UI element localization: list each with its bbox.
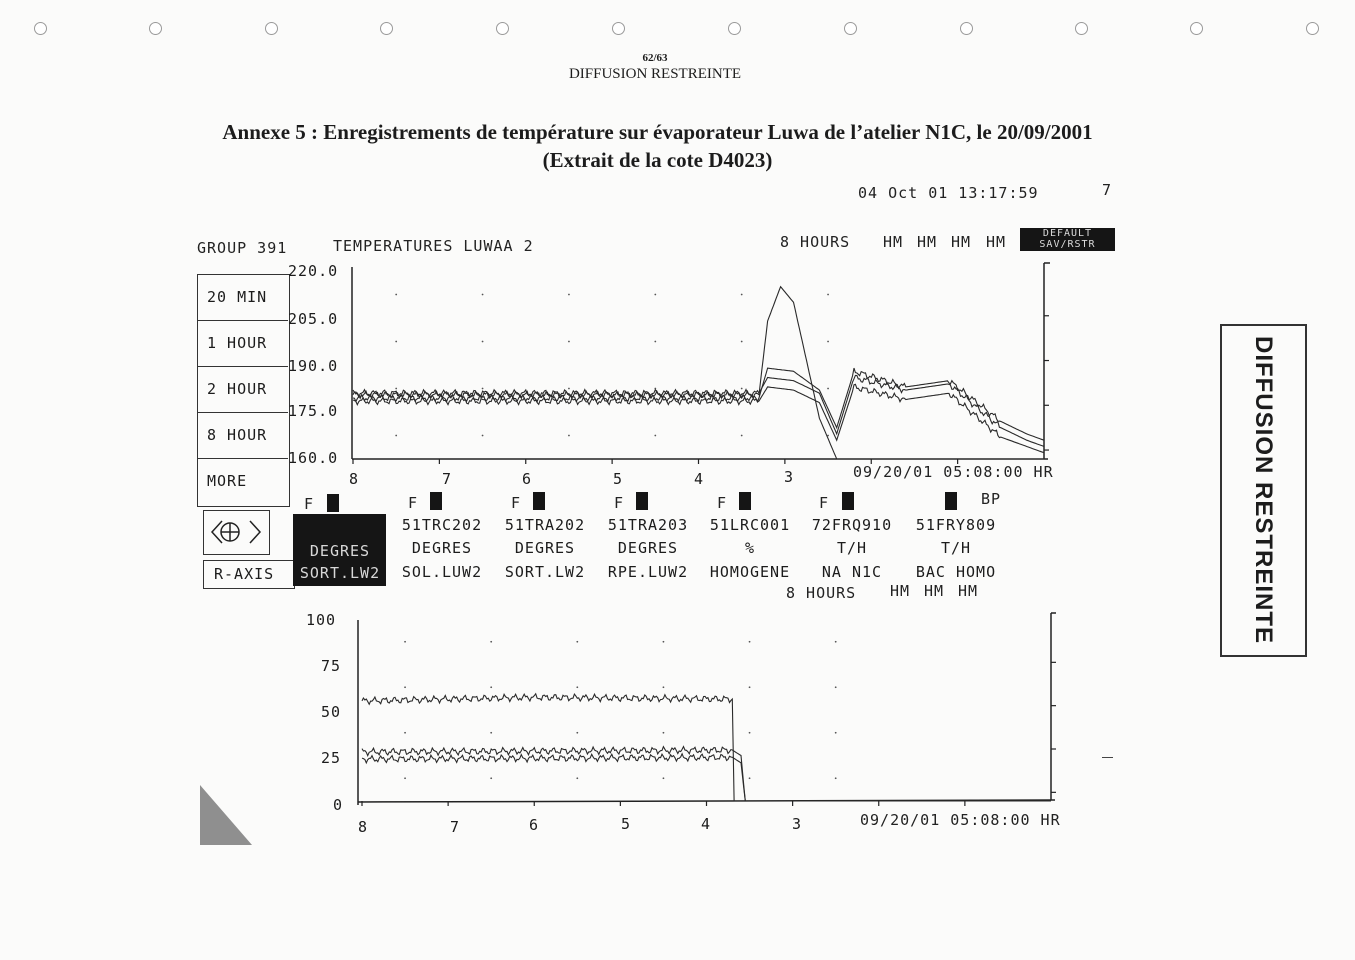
pan-zoom-control[interactable] xyxy=(203,510,270,555)
y-tick-label: 220.0 xyxy=(288,262,339,280)
y-tick-label: 205.0 xyxy=(288,310,339,328)
y-tick-label: 175.0 xyxy=(288,402,339,420)
date-axis-label: 09/20/01 05:08:00 HR xyxy=(853,463,1054,481)
grid-dot xyxy=(741,294,743,296)
x-tick-label: 3 xyxy=(792,815,802,833)
x-tick-label: 6 xyxy=(522,470,532,488)
tag-slot-selected[interactable] xyxy=(293,514,386,586)
grid-dot xyxy=(663,686,665,688)
grid-dot xyxy=(482,435,484,437)
hm-label: HM xyxy=(917,233,938,251)
x-tick-label: 6 xyxy=(529,816,539,834)
x-tick-label: 7 xyxy=(450,818,460,836)
punch-hole xyxy=(612,22,625,35)
tag-indicator[interactable] xyxy=(533,492,545,510)
grid-dot xyxy=(395,294,397,296)
x-tick-label: 5 xyxy=(613,470,623,488)
chart-grid xyxy=(395,294,829,437)
tag-name[interactable]: 51FRY809 xyxy=(915,516,997,534)
span-label: 8 HOURS xyxy=(780,233,851,251)
grid-dot xyxy=(395,388,397,390)
hm-label: HM xyxy=(924,582,945,600)
more-button[interactable]: MORE xyxy=(207,472,248,490)
lower-trend-chart xyxy=(300,605,1100,820)
tag-description: RPE.LUW2 xyxy=(607,563,689,581)
grid-dot xyxy=(663,732,665,734)
y-tick-label: 25 xyxy=(321,749,342,767)
trend-line xyxy=(362,754,1051,801)
tag-name[interactable]: 51LRC001 xyxy=(709,516,791,534)
time-span-menu xyxy=(197,274,290,507)
grid-dot xyxy=(654,341,656,343)
crosshair-arrows-icon xyxy=(204,511,269,554)
hm-label: HM xyxy=(986,233,1007,251)
grid-dot xyxy=(835,641,837,643)
tag-indicator[interactable] xyxy=(430,492,442,510)
tag-unit: T/H xyxy=(836,539,868,557)
grid-dot xyxy=(404,686,406,688)
r-axis-button[interactable]: R-AXIS xyxy=(203,560,295,589)
x-tick-label: 5 xyxy=(621,815,631,833)
punch-hole xyxy=(34,22,47,35)
group-title: TEMPERATURES LUWAA 2 xyxy=(333,237,534,255)
y-tick-label: 160.0 xyxy=(288,449,339,467)
tag-description: SORT.LW2 xyxy=(299,564,381,582)
grid-dot xyxy=(741,341,743,343)
grid-dot xyxy=(749,732,751,734)
x-tick-label: 7 xyxy=(442,470,452,488)
grid-dot xyxy=(490,732,492,734)
tag-indicator[interactable] xyxy=(945,492,957,510)
grid-dot xyxy=(741,435,743,437)
tag-flag: F xyxy=(614,494,625,512)
tag-description: BAC HOMO xyxy=(915,563,997,581)
document-title: Annexe 5 : Enregistrements de température sur évaporateur Luwa de l’atelier N1C, le 20/09/2001 xyxy=(222,120,1093,144)
grid-dot xyxy=(404,732,406,734)
classification-stamp xyxy=(1220,324,1307,657)
grid-dot xyxy=(395,435,397,437)
grid-dot xyxy=(663,641,665,643)
punch-hole xyxy=(1306,22,1319,35)
grid-dot xyxy=(490,686,492,688)
tag-name[interactable]: 51TRA203 xyxy=(607,516,689,534)
tag-unit: DEGRES xyxy=(309,542,371,560)
screen-number: 7 xyxy=(1102,181,1113,199)
tag-unit: T/H xyxy=(940,539,972,557)
tag-unit: % xyxy=(744,539,756,557)
tag-indicator[interactable] xyxy=(842,492,854,510)
y-tick-label: 0 xyxy=(333,796,344,814)
y-tick-label: 75 xyxy=(321,657,342,675)
tag-indicator[interactable] xyxy=(327,494,339,512)
tag-name[interactable]: 51TRC202 xyxy=(401,516,483,534)
tag-description: SORT.LW2 xyxy=(504,563,586,581)
grid-dot xyxy=(576,777,578,779)
grid-dot xyxy=(654,435,656,437)
grid-dot xyxy=(568,294,570,296)
trend-line xyxy=(362,747,1051,801)
punch-hole xyxy=(496,22,509,35)
grid-dot xyxy=(654,294,656,296)
punch-hole xyxy=(149,22,162,35)
span-2hour-button[interactable]: 2 HOUR xyxy=(198,367,288,413)
save-restore-label: SAV/RSTR xyxy=(1039,239,1096,250)
default-save-restore-button[interactable] xyxy=(1020,228,1115,251)
grid-dot xyxy=(827,341,829,343)
tag-flag: F xyxy=(511,494,522,512)
grid-dot xyxy=(490,777,492,779)
stamp-text: DIFFUSION RESTREINTE xyxy=(1250,335,1277,644)
punch-hole xyxy=(1075,22,1088,35)
x-tick-label: 3 xyxy=(784,468,794,486)
x-tick-label: 8 xyxy=(358,818,368,836)
tag-flag: F xyxy=(717,494,728,512)
grid-dot xyxy=(482,294,484,296)
upper-trend-chart xyxy=(280,255,1080,485)
grid-dot xyxy=(835,686,837,688)
span-8hour-button[interactable]: 8 HOUR xyxy=(198,413,288,459)
x-tick-label: 4 xyxy=(694,470,704,488)
grid-dot xyxy=(835,732,837,734)
grid-dot xyxy=(568,341,570,343)
punch-hole xyxy=(380,22,393,35)
tag-indicator[interactable] xyxy=(739,492,751,510)
span-20min-button[interactable]: 20 MIN xyxy=(198,275,288,321)
page-corner-shadow xyxy=(200,785,260,847)
y-tick-label: 190.0 xyxy=(288,357,339,375)
punch-hole xyxy=(960,22,973,35)
hm-label: HM xyxy=(958,582,979,600)
page-number: 62/63 xyxy=(642,52,668,64)
span-1hour-button[interactable]: 1 HOUR xyxy=(198,321,288,367)
tag-unit: DEGRES xyxy=(617,539,679,557)
trend-line xyxy=(362,694,1051,801)
trend-line xyxy=(353,375,1044,446)
grid-dot xyxy=(568,435,570,437)
grid-dot xyxy=(576,686,578,688)
grid-dot xyxy=(741,388,743,390)
grid-dot xyxy=(576,732,578,734)
grid-dot xyxy=(827,388,829,390)
tag-flag: F xyxy=(819,494,830,512)
tag-flag: F xyxy=(408,494,419,512)
grid-dot xyxy=(749,686,751,688)
y-tick-label: 50 xyxy=(321,703,342,721)
tag-description: SOL.LUW2 xyxy=(401,563,483,581)
punch-hole xyxy=(844,22,857,35)
grid-dot xyxy=(395,341,397,343)
date-axis-label: 09/20/01 05:08:00 HR xyxy=(860,811,1061,829)
trend-lines xyxy=(353,287,1044,459)
tag-indicator[interactable] xyxy=(636,492,648,510)
tag-unit: DEGRES xyxy=(411,539,473,557)
grid-dot xyxy=(749,777,751,779)
screen-timestamp: 04 Oct 01 13:17:59 xyxy=(858,184,1039,202)
tag-unit: DEGRES xyxy=(514,539,576,557)
scan-mark xyxy=(1102,757,1113,758)
grid-dot xyxy=(404,777,406,779)
trend-line xyxy=(353,287,1044,459)
tag-description: NA N1C xyxy=(821,563,883,581)
grid-dot xyxy=(663,777,665,779)
grid-dot xyxy=(482,341,484,343)
tag-name[interactable]: 51TRA202 xyxy=(504,516,586,534)
grid-dot xyxy=(576,641,578,643)
x-tick-label: 4 xyxy=(701,815,711,833)
hm-label: HM xyxy=(883,233,904,251)
document-subtitle: (Extrait de la cote D4023) xyxy=(542,148,773,172)
punch-hole xyxy=(265,22,278,35)
group-label: GROUP 391 xyxy=(197,239,288,257)
tag-description: HOMOGENE xyxy=(709,563,791,581)
punch-hole xyxy=(728,22,741,35)
x-tick-label: 8 xyxy=(349,470,359,488)
grid-dot xyxy=(482,388,484,390)
grid-dot xyxy=(490,641,492,643)
default-label: DEFAULT xyxy=(1042,228,1093,239)
lower-span-label: 8 HOURS xyxy=(786,584,857,602)
trend-lines xyxy=(362,694,1051,801)
tag-flag: F xyxy=(304,495,315,513)
grid-dot xyxy=(835,777,837,779)
hm-label: HM xyxy=(951,233,972,251)
grid-dot xyxy=(827,294,829,296)
punch-hole xyxy=(1190,22,1203,35)
grid-dot xyxy=(568,388,570,390)
tag-name[interactable]: 72FRQ910 xyxy=(811,516,893,534)
grid-dot xyxy=(404,641,406,643)
trend-line xyxy=(353,368,1044,440)
grid-dot xyxy=(749,641,751,643)
classification-header: DIFFUSION RESTREINTE xyxy=(568,66,742,82)
bp-label: BP xyxy=(981,490,1002,508)
y-tick-label: 100 xyxy=(306,611,337,629)
hm-label: HM xyxy=(890,582,911,600)
